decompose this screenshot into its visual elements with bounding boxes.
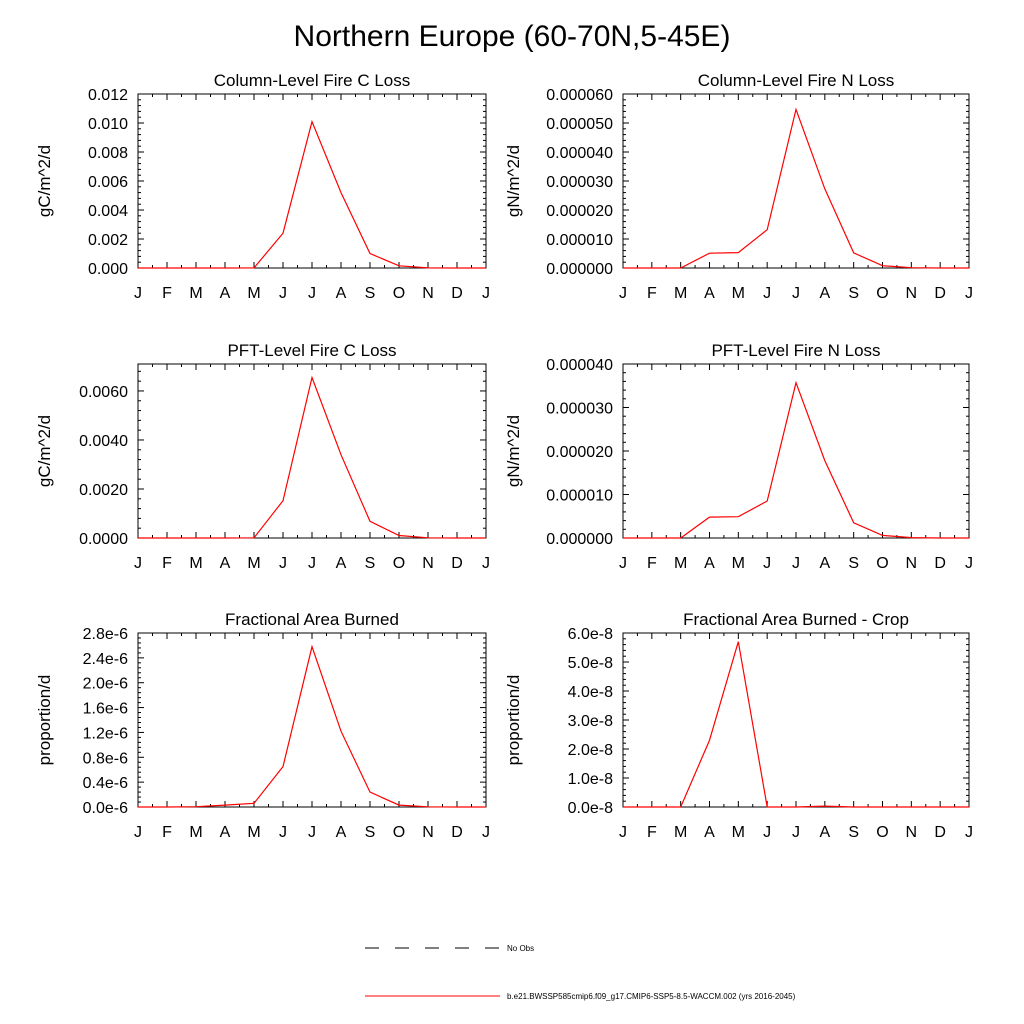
- panel-title: Column-Level Fire N Loss: [697, 71, 895, 90]
- y-tick-label: 2.0e-6: [82, 675, 128, 693]
- y-tick-label: 0.0060: [79, 383, 128, 401]
- chart-panel: [504, 71, 973, 302]
- y-tick-label: 0.0040: [79, 432, 128, 450]
- x-tick-label: D: [451, 555, 463, 572]
- x-tick-label: O: [392, 285, 406, 302]
- chart-panel: [35, 341, 490, 572]
- x-tick-label: A: [704, 285, 715, 302]
- x-tick-label: M: [674, 285, 688, 302]
- x-tick-label: J: [792, 555, 800, 572]
- y-tick-label: 0.000060: [546, 87, 613, 104]
- series-line: [138, 378, 486, 539]
- x-tick-label: O: [876, 285, 889, 302]
- x-tick-label: D: [451, 824, 463, 841]
- x-tick-label: J: [619, 285, 627, 302]
- x-tick-label: O: [392, 555, 406, 572]
- y-tick-label: 0.000010: [546, 232, 613, 249]
- y-axis-label: gN/m^2/d: [504, 414, 523, 488]
- x-tick-label: N: [422, 555, 434, 572]
- x-tick-label: S: [848, 555, 860, 572]
- plot-frame: [138, 633, 486, 807]
- x-tick-label: J: [763, 824, 772, 841]
- x-tick-label: J: [134, 285, 142, 302]
- y-axis-label: gC/m^2/d: [35, 144, 54, 218]
- x-tick-label: J: [482, 555, 490, 572]
- y-tick-label: 6.0e-8: [567, 626, 613, 643]
- series-line: [138, 122, 486, 268]
- y-tick-label: 0.004: [87, 203, 128, 220]
- chart-panels: [35, 71, 973, 841]
- x-tick-label: M: [731, 824, 745, 841]
- y-tick-label: 0.006: [87, 174, 128, 191]
- x-tick-label: J: [965, 285, 973, 302]
- x-tick-label: M: [247, 285, 261, 302]
- x-tick-label: S: [848, 285, 860, 302]
- x-tick-label: M: [731, 555, 745, 572]
- x-tick-label: D: [934, 824, 946, 841]
- plot-frame: [623, 94, 969, 268]
- x-tick-label: O: [392, 824, 406, 841]
- panel-title: PFT-Level Fire N Loss: [711, 341, 881, 360]
- y-tick-label: 0.0020: [79, 481, 128, 499]
- x-tick-label: A: [704, 824, 715, 841]
- x-tick-label: J: [279, 285, 287, 302]
- legend-label: b.e21.BWSSP585cmip6.f09_g17.CMIP6-SSP5-8.5-WACCM.002 (yrs 2016-2045): [507, 992, 796, 1001]
- x-tick-label: M: [247, 555, 261, 572]
- x-tick-label: J: [792, 285, 800, 302]
- y-axis-label: proportion/d: [35, 674, 54, 766]
- series-line: [623, 642, 969, 807]
- x-tick-label: A: [335, 824, 347, 841]
- y-tick-label: 0.0000: [79, 531, 128, 548]
- y-tick-label: 4.0e-8: [567, 684, 613, 701]
- y-tick-label: 0.008: [87, 145, 128, 162]
- chart-panel: [35, 610, 490, 841]
- x-tick-label: N: [422, 285, 434, 302]
- x-tick-label: F: [646, 285, 657, 302]
- x-tick-label: J: [965, 824, 973, 841]
- series-line: [138, 647, 486, 807]
- y-tick-label: 3.0e-8: [567, 713, 613, 730]
- y-tick-label: 0.000030: [546, 174, 613, 191]
- x-tick-label: S: [364, 285, 376, 302]
- y-axis-label: proportion/d: [504, 674, 523, 766]
- x-tick-label: J: [792, 824, 800, 841]
- x-tick-label: A: [335, 285, 347, 302]
- x-tick-label: J: [134, 824, 142, 841]
- y-tick-label: 1.0e-8: [567, 771, 613, 788]
- chart-panel: [504, 341, 973, 572]
- chart-panel: [504, 610, 973, 841]
- x-tick-label: J: [619, 824, 627, 841]
- x-tick-label: A: [219, 285, 231, 302]
- x-tick-label: J: [482, 285, 490, 302]
- y-tick-label: 0.4e-6: [82, 775, 128, 793]
- x-tick-label: M: [189, 555, 203, 572]
- x-tick-label: N: [905, 824, 918, 841]
- x-tick-label: J: [308, 824, 316, 841]
- y-tick-label: 0.000050: [546, 116, 613, 133]
- x-tick-label: J: [965, 555, 973, 572]
- x-tick-label: S: [364, 824, 376, 841]
- x-tick-label: O: [876, 555, 889, 572]
- y-tick-label: 0.000030: [546, 400, 613, 418]
- series-line: [623, 383, 969, 538]
- x-tick-label: D: [934, 285, 946, 302]
- x-tick-label: M: [731, 285, 745, 302]
- y-axis-label: gN/m^2/d: [504, 144, 523, 218]
- x-tick-label: A: [335, 555, 347, 572]
- y-tick-label: 0.0e-6: [82, 800, 128, 817]
- legend-label: No Obs: [507, 944, 535, 953]
- x-tick-label: M: [674, 824, 688, 841]
- x-tick-label: D: [934, 555, 946, 572]
- panel-title: Fractional Area Burned - Crop: [683, 610, 909, 629]
- x-tick-label: A: [819, 285, 831, 302]
- y-tick-label: 0.000000: [546, 531, 613, 548]
- figure-title: Northern Europe (60-70N,5-45E): [293, 20, 731, 53]
- x-tick-label: F: [162, 285, 172, 302]
- x-tick-label: A: [819, 824, 831, 841]
- x-tick-label: J: [763, 285, 772, 302]
- x-tick-label: F: [646, 824, 657, 841]
- y-tick-label: 5.0e-8: [567, 655, 613, 672]
- x-tick-label: J: [763, 555, 772, 572]
- y-tick-label: 2.8e-6: [82, 626, 128, 643]
- x-tick-label: O: [876, 824, 889, 841]
- y-tick-label: 0.000020: [546, 203, 613, 220]
- y-tick-label: 0.000020: [546, 444, 613, 461]
- x-tick-label: M: [189, 285, 203, 302]
- y-tick-label: 0.0e-8: [567, 800, 613, 817]
- x-tick-label: M: [247, 824, 261, 841]
- x-tick-label: A: [219, 824, 231, 841]
- y-tick-label: 0.000: [87, 261, 128, 278]
- x-tick-label: J: [308, 285, 316, 302]
- x-tick-label: J: [482, 824, 490, 841]
- y-tick-label: 0.000040: [546, 357, 613, 374]
- x-tick-label: J: [134, 555, 142, 572]
- x-tick-label: A: [819, 555, 831, 572]
- x-tick-label: J: [619, 555, 627, 572]
- x-tick-label: F: [162, 824, 172, 841]
- x-tick-label: A: [704, 555, 715, 572]
- x-tick-label: M: [189, 824, 203, 841]
- y-tick-label: 2.0e-8: [567, 742, 613, 759]
- x-tick-label: F: [162, 555, 172, 572]
- y-tick-label: 0.012: [87, 87, 128, 104]
- plot-frame: [623, 633, 969, 807]
- x-tick-label: N: [905, 285, 918, 302]
- panel-title: Fractional Area Burned: [225, 610, 399, 629]
- x-tick-label: D: [451, 285, 463, 302]
- y-tick-label: 0.002: [87, 232, 128, 249]
- x-tick-label: J: [279, 824, 287, 841]
- y-axis-label: gC/m^2/d: [35, 414, 54, 488]
- x-tick-label: J: [308, 555, 316, 572]
- x-tick-label: N: [905, 555, 918, 572]
- y-tick-label: 0.010: [87, 116, 128, 133]
- legend: [365, 944, 796, 1001]
- x-tick-label: N: [422, 824, 434, 841]
- x-tick-label: A: [219, 555, 231, 572]
- panel-title: Column-Level Fire C Loss: [213, 71, 411, 90]
- y-tick-label: 1.2e-6: [82, 725, 128, 743]
- y-tick-label: 0.8e-6: [82, 750, 128, 768]
- y-tick-label: 0.000000: [546, 261, 613, 278]
- x-tick-label: S: [364, 555, 376, 572]
- plot-frame: [623, 364, 969, 538]
- panel-title: PFT-Level Fire C Loss: [227, 341, 397, 360]
- y-tick-label: 1.6e-6: [82, 700, 128, 718]
- y-tick-label: 0.000040: [546, 145, 613, 162]
- plot-frame: [138, 364, 486, 538]
- y-tick-label: 2.4e-6: [82, 650, 128, 668]
- x-tick-label: M: [674, 555, 688, 572]
- x-tick-label: F: [646, 555, 657, 572]
- series-line: [623, 109, 969, 268]
- x-tick-label: S: [848, 824, 860, 841]
- chart-panel: [35, 71, 490, 302]
- y-tick-label: 0.000010: [546, 487, 613, 505]
- x-tick-label: J: [279, 555, 287, 572]
